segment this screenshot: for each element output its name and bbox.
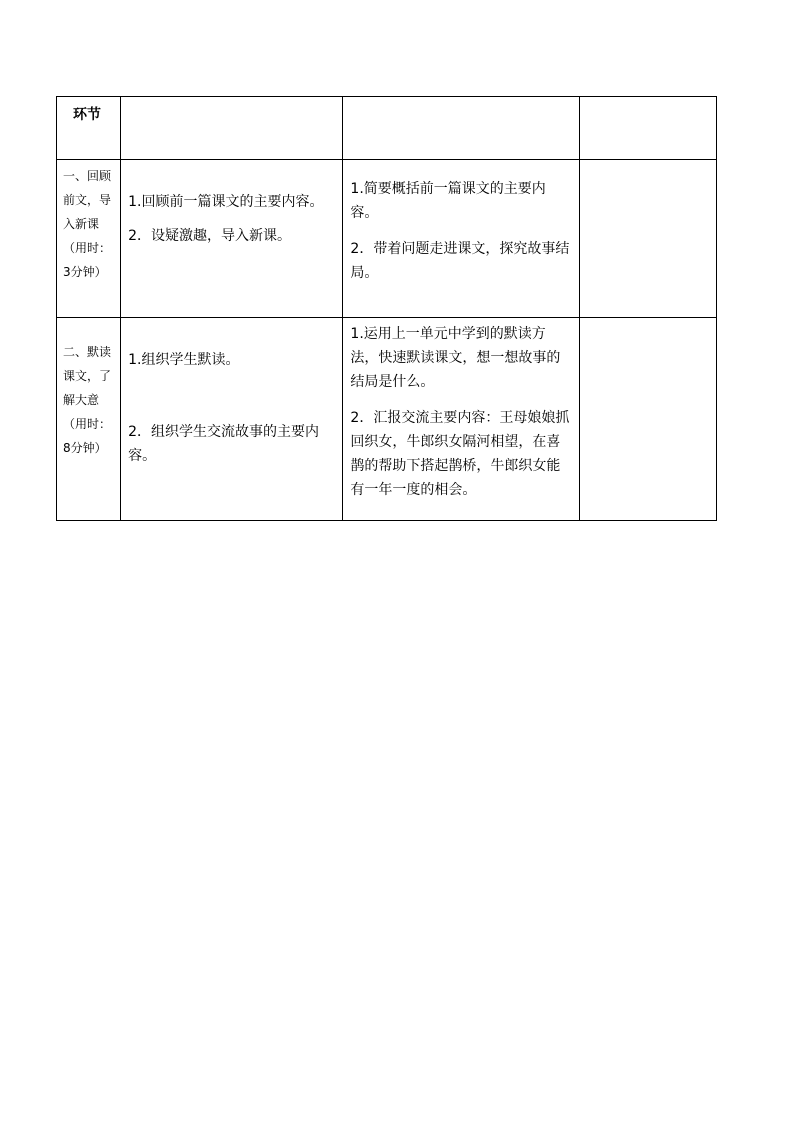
header-cell-phase (57, 97, 121, 160)
teacher-activity-item: 2．组织学生交流故事的主要内容。 (128, 424, 320, 464)
notes-cell (579, 160, 716, 318)
teacher-activity-cell (121, 318, 343, 521)
table-header-row (57, 97, 717, 160)
notes-cell (579, 318, 716, 521)
student-activity-item: 2．带着问题走进课文，探究故事结局。 (350, 241, 570, 281)
header-cell-teacher (121, 97, 343, 160)
teacher-activity-item: 2．设疑激趣，导入新课。 (128, 228, 292, 244)
student-activity-item: 1.运用上一单元中学到的默读方法，快速默读课文，想一想故事的结局是什么。 (350, 326, 561, 390)
student-activity-item: 1.简要概括前一篇课文的主要内容。 (350, 181, 546, 221)
teacher-activity-item: 1.回顾前一篇课文的主要内容。 (128, 194, 324, 210)
teacher-activity-cell (121, 160, 343, 318)
student-activity-item: 2．汇报交流主要内容：王母娘娘抓回织女，牛郎织女隔河相望，在喜鹊的帮助下搭起鹊桥，牛郎织女能有一年一度的相会。 (350, 410, 570, 498)
table-row (57, 160, 717, 318)
phase-cell (57, 160, 121, 318)
student-activity-cell (343, 160, 579, 318)
lesson-plan-table (56, 96, 717, 521)
phase-text: 二、默读课文，了解大意（用时：8分钟） (63, 345, 112, 455)
table-row (57, 318, 717, 521)
header-label-phase: 环节 (73, 107, 101, 123)
phase-cell (57, 318, 121, 521)
teacher-activity-item: 1.组织学生默读。 (128, 352, 240, 368)
phase-text: 一、回顾前文，导入新课（用时：3分钟） (63, 169, 112, 279)
student-activity-cell (343, 318, 579, 521)
header-cell-notes (579, 97, 716, 160)
header-cell-student (343, 97, 579, 160)
